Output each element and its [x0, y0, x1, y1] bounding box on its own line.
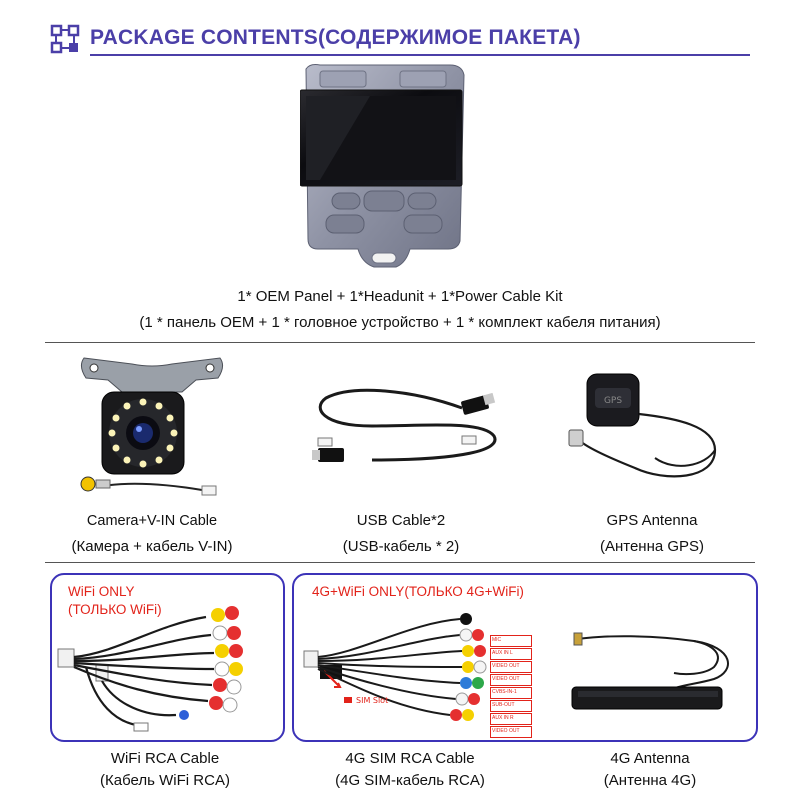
- wifi-only-label: WiFi ONLY: [68, 584, 135, 599]
- g4-antenna-caption-en: 4G Antenna: [610, 750, 690, 767]
- main-item-caption-en: 1* OEM Panel + 1*Headunit + 1*Power Cable Kit: [237, 288, 563, 305]
- section-divider: [45, 342, 755, 343]
- main-item-caption-ru: (1 * панель OEM + 1 * головное устройство + 1 * комплект кабеля питания): [139, 314, 661, 331]
- g4-tag-list: [490, 635, 532, 739]
- g4-tag: MIC: [490, 635, 532, 647]
- g4-tag: CVBS-IN-1: [490, 687, 532, 699]
- g4-wifi-only-box: [292, 573, 758, 742]
- wifi-rca-cable-caption-en: WiFi RCA Cable: [110, 750, 220, 767]
- g4-tag: VIDEO OUT: [490, 661, 532, 673]
- title-underline: [90, 54, 750, 56]
- accessory-camera-caption-ru: (Камера + кабель V-IN): [71, 538, 233, 555]
- wifi-rca-cable-caption-ru: (Кабель WiFi RCA): [100, 772, 230, 789]
- g4-tag: SUB-OUT: [490, 700, 532, 712]
- wifi-rca-cable-image: [56, 605, 276, 735]
- g4-sim-rca-cable-caption-en: 4G SIM RCA Cable: [345, 750, 475, 767]
- accessory-camera-caption-en: Camera+V-IN Cable: [86, 513, 218, 529]
- g4-antenna-image: [564, 615, 744, 735]
- camera-vin-cable-image: [72, 352, 232, 502]
- accessory-usb-caption-en: USB Cable*2: [356, 512, 446, 529]
- accessory-gps-caption-en: GPS Antenna: [606, 512, 698, 529]
- gps-antenna-image: [565, 370, 735, 500]
- g4-tag: VIDEO OUT: [490, 726, 532, 738]
- g4-tag: AUX IN L: [490, 648, 532, 660]
- accessory-usb-caption-ru: (USB-кабель * 2): [342, 538, 460, 555]
- wifi-only-box: [50, 573, 285, 742]
- package-grid-icon: [50, 24, 82, 56]
- usb-cable-image: [312, 380, 502, 480]
- section-header: [50, 22, 750, 58]
- page-title: PACKAGE CONTENTS(СОДЕРЖИМОЕ ПАКЕТА): [90, 26, 581, 49]
- g4-sim-rca-cable-caption-ru: (4G SIM-кабель RCA): [335, 772, 485, 789]
- svg-text:GPS: GPS: [603, 396, 623, 406]
- g4-antenna-caption-ru: (Антенна 4G): [603, 772, 697, 789]
- g4-tag: VIDEO OUT: [490, 674, 532, 686]
- accessory-gps-caption-ru: (Антенна GPS): [599, 538, 705, 555]
- sim-slot-label: SIM Slot: [356, 696, 389, 705]
- wifi-only-label-ru: (ТОЛЬКО WiFi): [68, 602, 162, 617]
- oem-panel-headunit-image: [300, 63, 468, 275]
- section-divider-lower: [45, 562, 755, 563]
- g4-tag: AUX IN R: [490, 713, 532, 725]
- g4-wifi-only-label: 4G+WiFi ONLY(ТОЛЬКО 4G+WiFi): [312, 584, 524, 599]
